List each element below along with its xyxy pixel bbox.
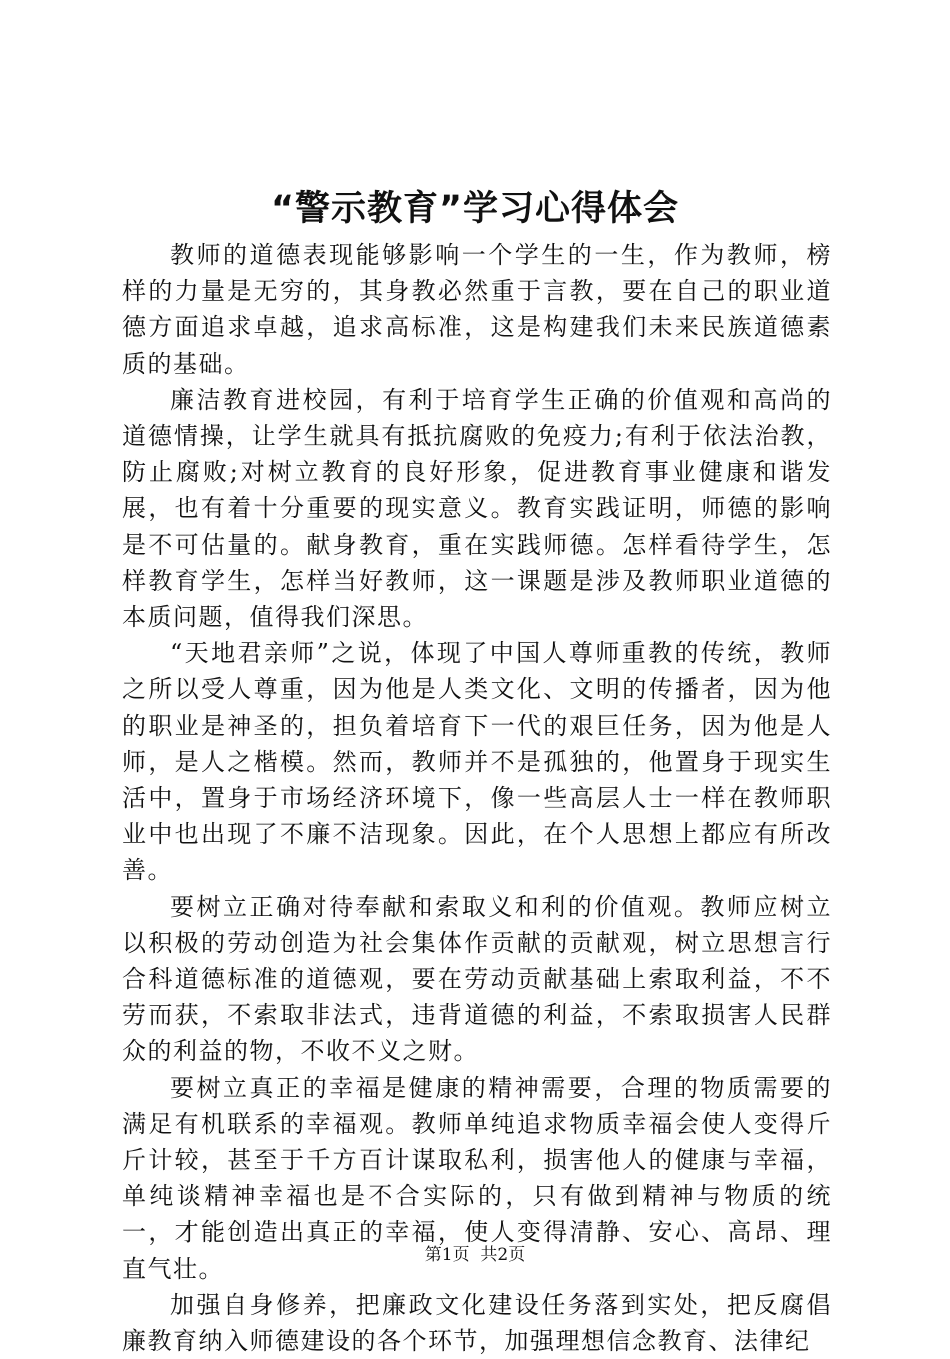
page-total: 共2页 [480,1245,526,1265]
body-paragraph: 要树立正确对待奉献和索取义和利的价值观。教师应树立以积极的劳动创造为社会集体作贡献的贡献观，树立思想言行合科道德标准的道德观，要在劳动贡献基础上索取利益，不不劳而获，不索取非法式，违背道德的利益，不索取损害人民群众的利益的物，不收不义之财。 [122,892,832,1066]
body-paragraph: 教师的道德表现能够影响一个学生的一生，作为教师，榜样的力量是无穷的，其身教必然重于言教，要在自己的职业道德方面追求卓越，追求高标准，这是构建我们未来民族道德素质的基础。 [122,241,832,378]
body-paragraph: 加强自身修养，把廉政文化建设任务落到实处，把反腐倡廉教育纳入师德建设的各个环节，加强理想信念教育、法律纪 [122,1290,832,1356]
body-paragraph: 要树立真正的幸福是健康的精神需要，合理的物质需要的满足有机联系的幸福观。教师单纯追求物质幸福会使人变得斤斤计较，甚至于千方百计谋取私利，损害他人的健康与幸福，单纯谈精神幸福也是不合实际的，只有做到精神与物质的统一，才能创造出真正的幸福，使人变得清静、安心、高昂、理直气壮。 [122,1073,832,1283]
page-footer [0,1243,950,1267]
body-paragraph: “天地君亲师”之说，体现了中国人尊师重教的传统，教师之所以受人尊重，因为他是人类文化、文明的传播者，因为他的职业是神圣的，担负着培育下一代的艰巨任务，因为他是人师，是人之楷模。然而，教师并不是孤独的，他置身于现实生活中，置身于市场经济环境下，像一些高层人士一样在教师职业中也出现了不廉不洁现象。因此，在个人思想上都应有所改善。 [122,639,832,885]
page-number: 第1页 [424,1245,470,1265]
body-paragraph: 廉洁教育进校园，有利于培育学生正确的价值观和高尚的道德情操，让学生就具有抵抗腐败的免疫力;有利于依法治教，防止腐败;对树立教育的良好形象，促进教育事业健康和谐发展，也有着十分重要的现实意义。教育实践证明，师德的影响是不可估量的。献身教育，重在实践师德。怎样看待学生，怎样教育学生，怎样当好教师，这一课题是涉及教师职业道德的本质问题，值得我们深思。 [122,385,832,632]
footer-spacer [470,1245,481,1265]
document-body [122,237,832,1359]
document-title: “警示教育”学习心得体会 [270,189,679,229]
